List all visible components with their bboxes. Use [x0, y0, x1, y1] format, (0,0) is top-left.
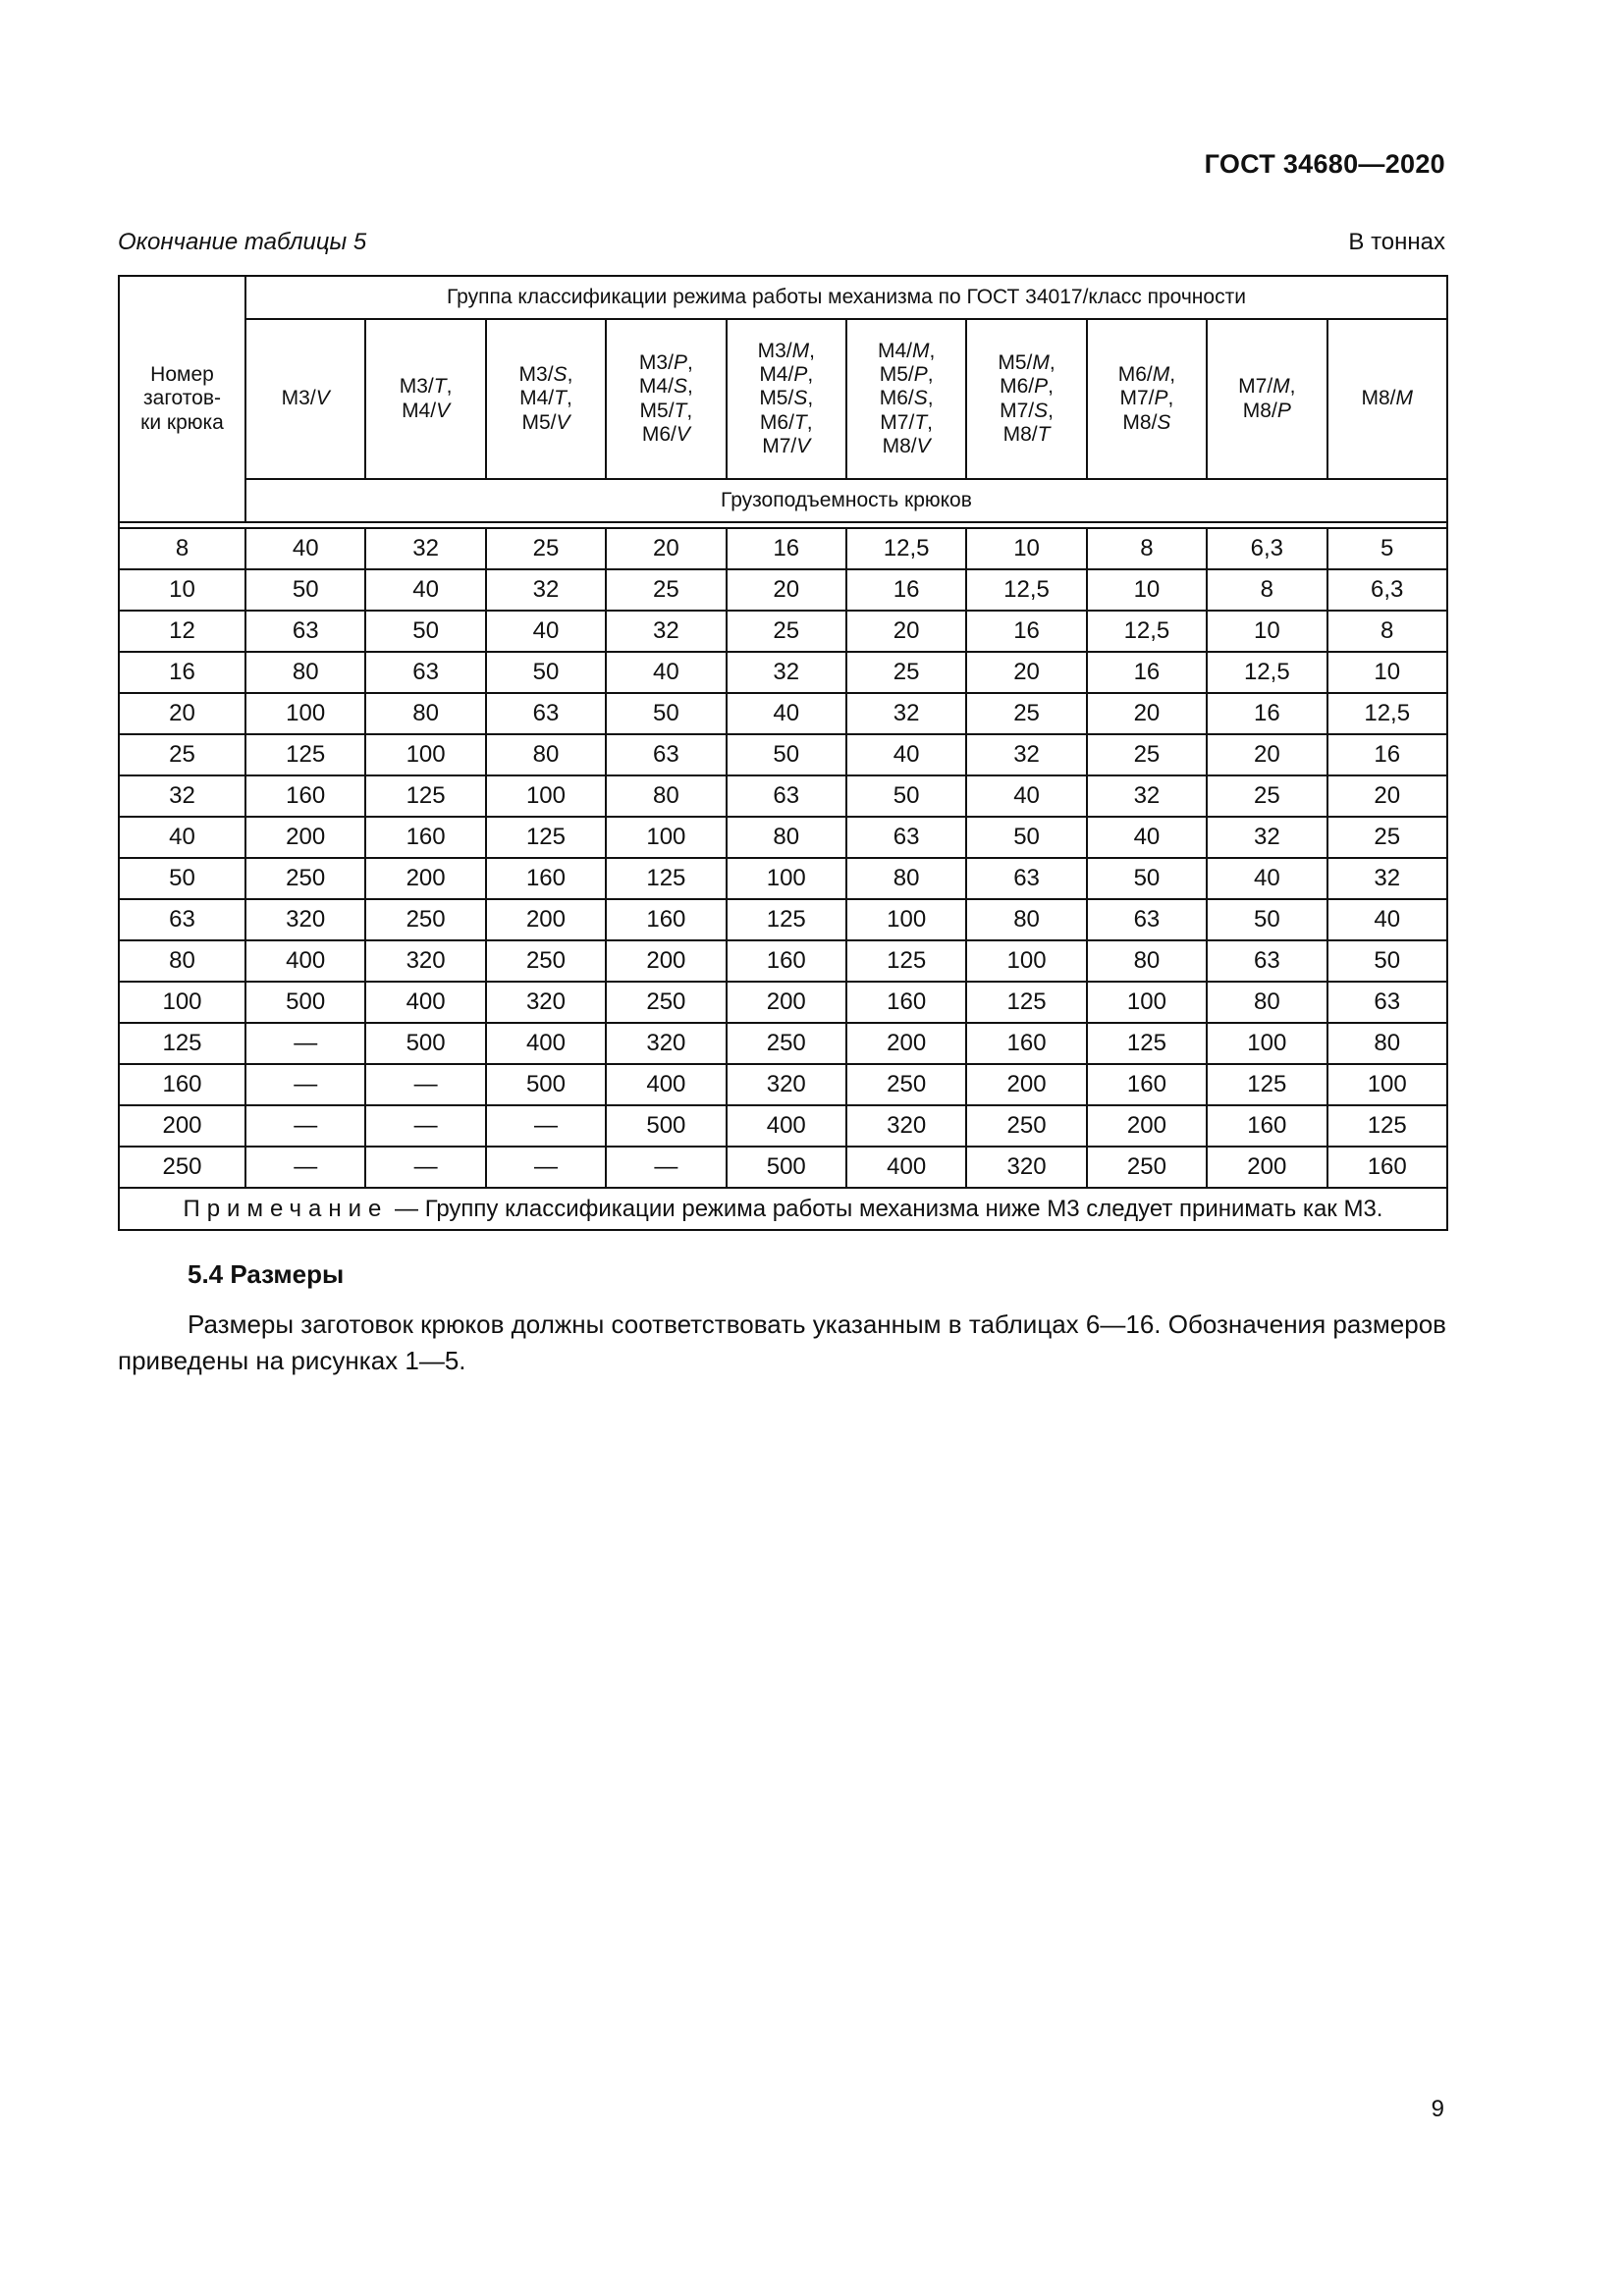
- hook-number-cell: 125: [119, 1023, 245, 1064]
- capacity-cell: 500: [245, 982, 365, 1023]
- capacity-cell: 40: [727, 693, 846, 734]
- capacity-cell: 25: [1207, 775, 1326, 817]
- capacity-cell: 160: [365, 817, 485, 858]
- capacity-cell: 500: [365, 1023, 485, 1064]
- capacity-cell: 16: [1207, 693, 1326, 734]
- capacity-cell: 320: [846, 1105, 966, 1147]
- note-text: — Группу классификации режима работы механизма ниже М3 следует принимать как М3.: [388, 1195, 1383, 1222]
- capacity-cell: —: [365, 1105, 485, 1147]
- hook-number-header: Номер заготов- ки крюка: [119, 276, 245, 522]
- table-row: [119, 611, 1447, 652]
- capacity-cell: 12,5: [846, 528, 966, 569]
- capacity-cell: 200: [486, 899, 606, 940]
- table-note: [119, 1188, 1447, 1230]
- capacity-cell: 40: [1207, 858, 1326, 899]
- table-units: В тоннах: [1348, 229, 1445, 255]
- capacity-cell: —: [486, 1105, 606, 1147]
- capacity-cell: 100: [727, 858, 846, 899]
- capacity-cell: 160: [1207, 1105, 1326, 1147]
- capacity-cell: —: [486, 1147, 606, 1188]
- capacity-cell: 125: [486, 817, 606, 858]
- capacity-cell: 125: [846, 940, 966, 982]
- capacity-cell: 32: [846, 693, 966, 734]
- capacity-cell: 63: [606, 734, 726, 775]
- capacity-cell: 40: [966, 775, 1086, 817]
- capacity-cell: 400: [245, 940, 365, 982]
- capacity-cell: 32: [606, 611, 726, 652]
- capacity-cell: 160: [727, 940, 846, 982]
- class-header-5: M3/M, M4/P, M5/S, M6/T, M7/V: [727, 319, 846, 479]
- capacity-cell: —: [365, 1064, 485, 1105]
- capacity-cell: 80: [486, 734, 606, 775]
- hook-number-cell: 25: [119, 734, 245, 775]
- capacity-cell: 160: [606, 899, 726, 940]
- hook-number-cell: 16: [119, 652, 245, 693]
- capacity-cell: 160: [1087, 1064, 1207, 1105]
- capacity-cell: 40: [365, 569, 485, 611]
- hook-number-cell: 250: [119, 1147, 245, 1188]
- capacity-cell: 6,3: [1207, 528, 1326, 569]
- capacity-cell: 80: [966, 899, 1086, 940]
- hook-number-cell: 100: [119, 982, 245, 1023]
- capacity-cell: 12,5: [1327, 693, 1447, 734]
- capacity-cell: 80: [606, 775, 726, 817]
- capacity-cell: 80: [846, 858, 966, 899]
- capacity-cell: 63: [846, 817, 966, 858]
- capacity-cell: —: [245, 1023, 365, 1064]
- capacity-cell: 100: [1327, 1064, 1447, 1105]
- capacity-cell: 50: [245, 569, 365, 611]
- capacity-cell: 160: [846, 982, 966, 1023]
- hook-number-cell: 12: [119, 611, 245, 652]
- capacity-cell: 125: [1087, 1023, 1207, 1064]
- hook-number-cell: 80: [119, 940, 245, 982]
- capacity-cell: 63: [727, 775, 846, 817]
- capacity-cell: 200: [1087, 1105, 1207, 1147]
- class-header-7: M5/M, M6/P, M7/S, M8/T: [966, 319, 1086, 479]
- class-header-10: M8/M: [1327, 319, 1447, 479]
- capacity-cell: 500: [727, 1147, 846, 1188]
- capacity-cell: 16: [1087, 652, 1207, 693]
- capacity-cell: 25: [1327, 817, 1447, 858]
- capacity-cell: 16: [966, 611, 1086, 652]
- capacity-cell: 16: [727, 528, 846, 569]
- table-row: [119, 734, 1447, 775]
- capacity-cell: 100: [1087, 982, 1207, 1023]
- capacity-cell: 400: [846, 1147, 966, 1188]
- capacity-cell: 8: [1087, 528, 1207, 569]
- capacity-cell: 16: [846, 569, 966, 611]
- capacity-cell: 32: [486, 569, 606, 611]
- capacity-cell: 50: [1327, 940, 1447, 982]
- table-row: [119, 899, 1447, 940]
- capacity-cell: 63: [1327, 982, 1447, 1023]
- load-capacity-table: [118, 275, 1448, 1231]
- capacity-cell: —: [365, 1147, 485, 1188]
- capacity-cell: 20: [1087, 693, 1207, 734]
- capacity-cell: 40: [486, 611, 606, 652]
- table-row: [119, 1147, 1447, 1188]
- group-header: Группа классификации режима работы механизма по ГОСТ 34017/класс прочности: [245, 276, 1447, 319]
- page-number: 9: [1431, 2096, 1444, 2122]
- capacity-cell: 63: [1087, 899, 1207, 940]
- capacity-cell: 400: [486, 1023, 606, 1064]
- table-row: [119, 940, 1447, 982]
- table-row: [119, 1105, 1447, 1147]
- hook-number-cell: 160: [119, 1064, 245, 1105]
- capacity-cell: 50: [365, 611, 485, 652]
- capacity-cell: 10: [1327, 652, 1447, 693]
- capacity-cell: 80: [1087, 940, 1207, 982]
- capacity-cell: 125: [606, 858, 726, 899]
- capacity-cell: 50: [606, 693, 726, 734]
- capacity-cell: 40: [846, 734, 966, 775]
- capacity-cell: 25: [846, 652, 966, 693]
- capacity-cell: 250: [486, 940, 606, 982]
- capacity-cell: 63: [966, 858, 1086, 899]
- capacity-cell: 400: [727, 1105, 846, 1147]
- capacity-cell: 12,5: [1087, 611, 1207, 652]
- class-header-2: M3/T, M4/V: [365, 319, 485, 479]
- capacity-cell: —: [606, 1147, 726, 1188]
- class-header-1: M3/V: [245, 319, 365, 479]
- hook-number-cell: 50: [119, 858, 245, 899]
- capacity-cell: 25: [606, 569, 726, 611]
- table-row: [119, 569, 1447, 611]
- capacity-cell: 125: [245, 734, 365, 775]
- capacity-cell: 100: [1207, 1023, 1326, 1064]
- capacity-cell: 320: [486, 982, 606, 1023]
- capacity-cell: 200: [846, 1023, 966, 1064]
- capacity-cell: —: [245, 1105, 365, 1147]
- table-row: [119, 817, 1447, 858]
- capacity-cell: 100: [966, 940, 1086, 982]
- capacity-cell: 200: [1207, 1147, 1326, 1188]
- capacity-cell: 160: [245, 775, 365, 817]
- table-row: [119, 652, 1447, 693]
- capacity-cell: 10: [1207, 611, 1326, 652]
- capacity-cell: 50: [846, 775, 966, 817]
- standard-id: ГОСТ 34680—2020: [1204, 149, 1445, 179]
- hook-number-cell: 32: [119, 775, 245, 817]
- capacity-cell: 32: [727, 652, 846, 693]
- capacity-cell: 125: [966, 982, 1086, 1023]
- capacity-cell: 250: [846, 1064, 966, 1105]
- capacity-cell: 8: [1327, 611, 1447, 652]
- capacity-cell: 250: [1087, 1147, 1207, 1188]
- table-row: [119, 775, 1447, 817]
- capacity-cell: 20: [1207, 734, 1326, 775]
- hook-number-cell: 40: [119, 817, 245, 858]
- capacity-cell: 320: [727, 1064, 846, 1105]
- capacity-cell: 20: [846, 611, 966, 652]
- capacity-cell: 20: [966, 652, 1086, 693]
- capacity-cell: 12,5: [966, 569, 1086, 611]
- capacity-cell: 400: [365, 982, 485, 1023]
- capacity-cell: 200: [606, 940, 726, 982]
- capacity-cell: 25: [727, 611, 846, 652]
- capacity-cell: 80: [1207, 982, 1326, 1023]
- hook-number-cell: 200: [119, 1105, 245, 1147]
- capacity-cell: 16: [1327, 734, 1447, 775]
- class-header-8: M6/M, M7/P, M8/S: [1087, 319, 1207, 479]
- capacity-cell: 160: [966, 1023, 1086, 1064]
- capacity-cell: 63: [486, 693, 606, 734]
- class-header-6: M4/M, M5/P, M6/S, M7/T, M8/V: [846, 319, 966, 479]
- class-header-9: M7/M, M8/P: [1207, 319, 1326, 479]
- capacity-cell: 50: [1207, 899, 1326, 940]
- capacity-cell: 80: [365, 693, 485, 734]
- class-header-4: M3/P, M4/S, M5/T, M6/V: [606, 319, 726, 479]
- class-header-3: M3/S, M4/T, M5/V: [486, 319, 606, 479]
- capacity-cell: 125: [1207, 1064, 1326, 1105]
- capacity-cell: 200: [365, 858, 485, 899]
- capacity-cell: 100: [245, 693, 365, 734]
- capacity-cell: 12,5: [1207, 652, 1326, 693]
- capacity-cell: 500: [606, 1105, 726, 1147]
- capacity-cell: 40: [245, 528, 365, 569]
- capacity-cell: 250: [966, 1105, 1086, 1147]
- capacity-cell: 32: [1087, 775, 1207, 817]
- capacity-cell: 50: [486, 652, 606, 693]
- capacity-cell: 32: [1327, 858, 1447, 899]
- capacity-cell: 63: [365, 652, 485, 693]
- section-paragraph: Размеры заготовок крюков должны соответствовать указанным в таблицах 6—16. Обозначения размеров приведены на рисунках 1—5.: [118, 1309, 1446, 1375]
- capacity-cell: 100: [365, 734, 485, 775]
- capacity-cell: 8: [1207, 569, 1326, 611]
- capacity-cell: 40: [1327, 899, 1447, 940]
- capacity-cell: 100: [486, 775, 606, 817]
- table-row: [119, 1064, 1447, 1105]
- table-row: [119, 528, 1447, 569]
- section-title: 5.4 Размеры: [188, 1259, 345, 1289]
- capacity-cell: 250: [365, 899, 485, 940]
- capacity-cell: 80: [727, 817, 846, 858]
- capacity-cell: 80: [245, 652, 365, 693]
- capacity-cell: 200: [727, 982, 846, 1023]
- capacity-cell: 63: [245, 611, 365, 652]
- capacity-cell: 5: [1327, 528, 1447, 569]
- capacity-cell: 63: [1207, 940, 1326, 982]
- capacity-cell: 25: [1087, 734, 1207, 775]
- capacity-cell: 100: [606, 817, 726, 858]
- capacity-cell: 250: [245, 858, 365, 899]
- table-row: [119, 858, 1447, 899]
- capacity-cell: 200: [966, 1064, 1086, 1105]
- capacity-cell: 32: [1207, 817, 1326, 858]
- hook-number-cell: 20: [119, 693, 245, 734]
- table-caption: Окончание таблицы 5: [118, 229, 367, 255]
- capacity-cell: 25: [486, 528, 606, 569]
- capacity-cell: 10: [1087, 569, 1207, 611]
- hook-number-cell: 10: [119, 569, 245, 611]
- capacity-cell: 10: [966, 528, 1086, 569]
- capacity-cell: 320: [966, 1147, 1086, 1188]
- capacity-cell: 125: [727, 899, 846, 940]
- capacity-cell: 250: [727, 1023, 846, 1064]
- capacity-cell: 320: [245, 899, 365, 940]
- table-row: [119, 982, 1447, 1023]
- capacity-cell: 25: [966, 693, 1086, 734]
- capacity-cell: 125: [365, 775, 485, 817]
- table-row: [119, 693, 1447, 734]
- capacity-cell: 50: [727, 734, 846, 775]
- note-label: Примечание: [183, 1195, 389, 1222]
- capacity-cell: 40: [606, 652, 726, 693]
- capacity-cell: 320: [365, 940, 485, 982]
- capacity-cell: —: [245, 1064, 365, 1105]
- hook-number-cell: 8: [119, 528, 245, 569]
- capacity-cell: 32: [966, 734, 1086, 775]
- capacity-cell: 500: [486, 1064, 606, 1105]
- capacity-cell: —: [245, 1147, 365, 1188]
- capacity-cell: 200: [245, 817, 365, 858]
- capacity-cell: 160: [1327, 1147, 1447, 1188]
- capacity-cell: 100: [846, 899, 966, 940]
- capacity-cell: 32: [365, 528, 485, 569]
- capacity-cell: 80: [1327, 1023, 1447, 1064]
- hook-number-cell: 63: [119, 899, 245, 940]
- capacity-cell: 400: [606, 1064, 726, 1105]
- capacity-cell: 160: [486, 858, 606, 899]
- capacity-cell: 20: [727, 569, 846, 611]
- capacity-cell: 320: [606, 1023, 726, 1064]
- capacity-header: Грузоподъемность крюков: [245, 479, 1447, 522]
- capacity-cell: 40: [1087, 817, 1207, 858]
- capacity-cell: 6,3: [1327, 569, 1447, 611]
- capacity-cell: 50: [1087, 858, 1207, 899]
- capacity-cell: 20: [606, 528, 726, 569]
- capacity-cell: 250: [606, 982, 726, 1023]
- capacity-cell: 20: [1327, 775, 1447, 817]
- capacity-cell: 50: [966, 817, 1086, 858]
- capacity-cell: 125: [1327, 1105, 1447, 1147]
- table-row: [119, 1023, 1447, 1064]
